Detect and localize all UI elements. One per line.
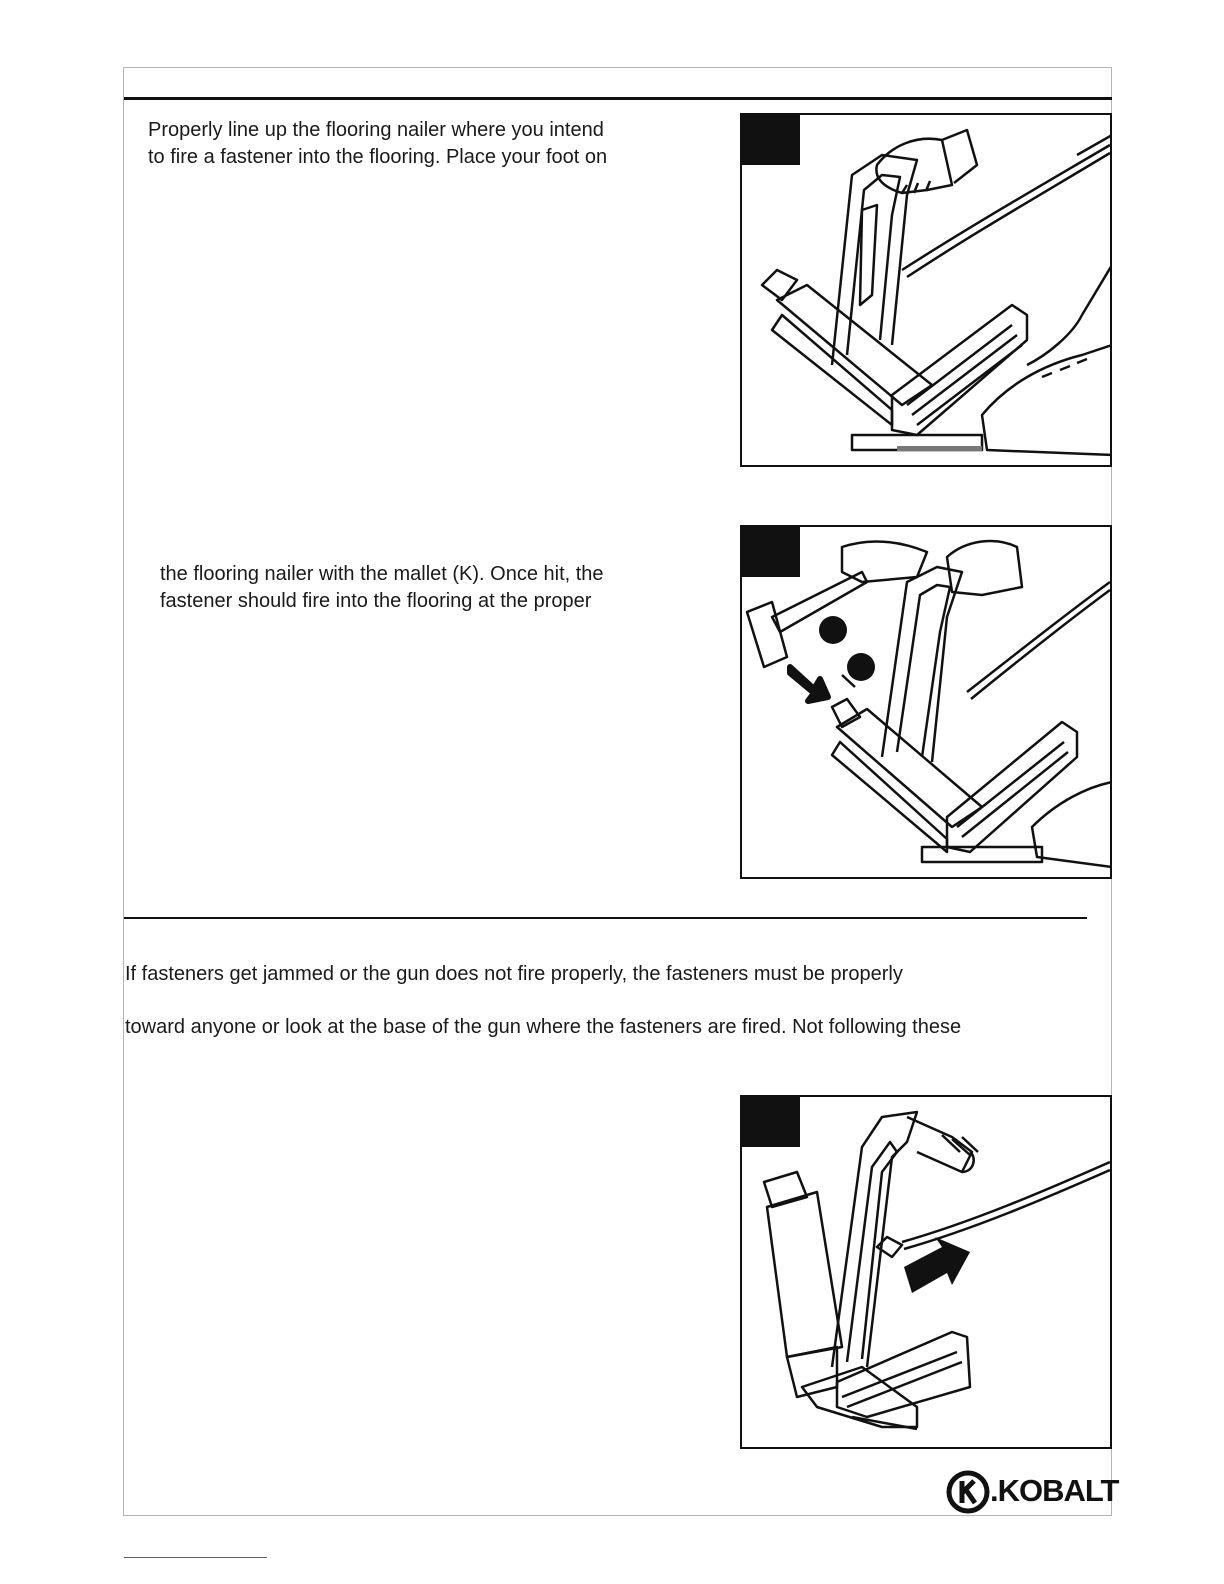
floor-strip-icon: [897, 446, 982, 451]
instruction-text-2a: the flooring nailer with the mallet (K). Once hit, the: [160, 563, 604, 585]
figure-2-mallet-strike: [740, 525, 1112, 879]
instruction-text-2b: fastener should fire into the flooring at the proper: [160, 590, 592, 612]
brand-wordmark: KOBALT: [997, 1473, 1119, 1508]
kobalt-logo: [946, 1470, 1119, 1514]
figure-1-foot-on-nailer: [740, 113, 1112, 467]
callout-marker-icon: [847, 653, 875, 681]
brand-trademark: .: [990, 1473, 998, 1508]
section-divider-middle: [124, 917, 1087, 919]
strike-arrow-icon: [790, 667, 828, 701]
warning-text-b: toward anyone or look at the base of the gun where the fasteners are fired. Not following these: [125, 1016, 962, 1038]
kobalt-k-mark-icon: [946, 1470, 990, 1514]
brand-name: [990, 1473, 1118, 1509]
section-divider-top: [124, 97, 1112, 100]
instruction-text-1a: Properly line up the flooring nailer where you intend: [148, 119, 604, 141]
footer-link-underline[interactable]: [124, 1557, 267, 1558]
figure-3-hose-connection: [740, 1095, 1112, 1449]
callout-marker-icon: [819, 616, 847, 644]
instruction-text-1b: to fire a fastener into the flooring. Place your foot on: [148, 146, 608, 168]
warning-text-a: If fasteners get jammed or the gun does not fire properly, the fasteners must be properly: [125, 963, 903, 985]
nailer-foot-illustration-icon: [742, 115, 1112, 467]
hose-connect-illustration-icon: [742, 1097, 1112, 1449]
mallet-strike-illustration-icon: [742, 527, 1112, 879]
